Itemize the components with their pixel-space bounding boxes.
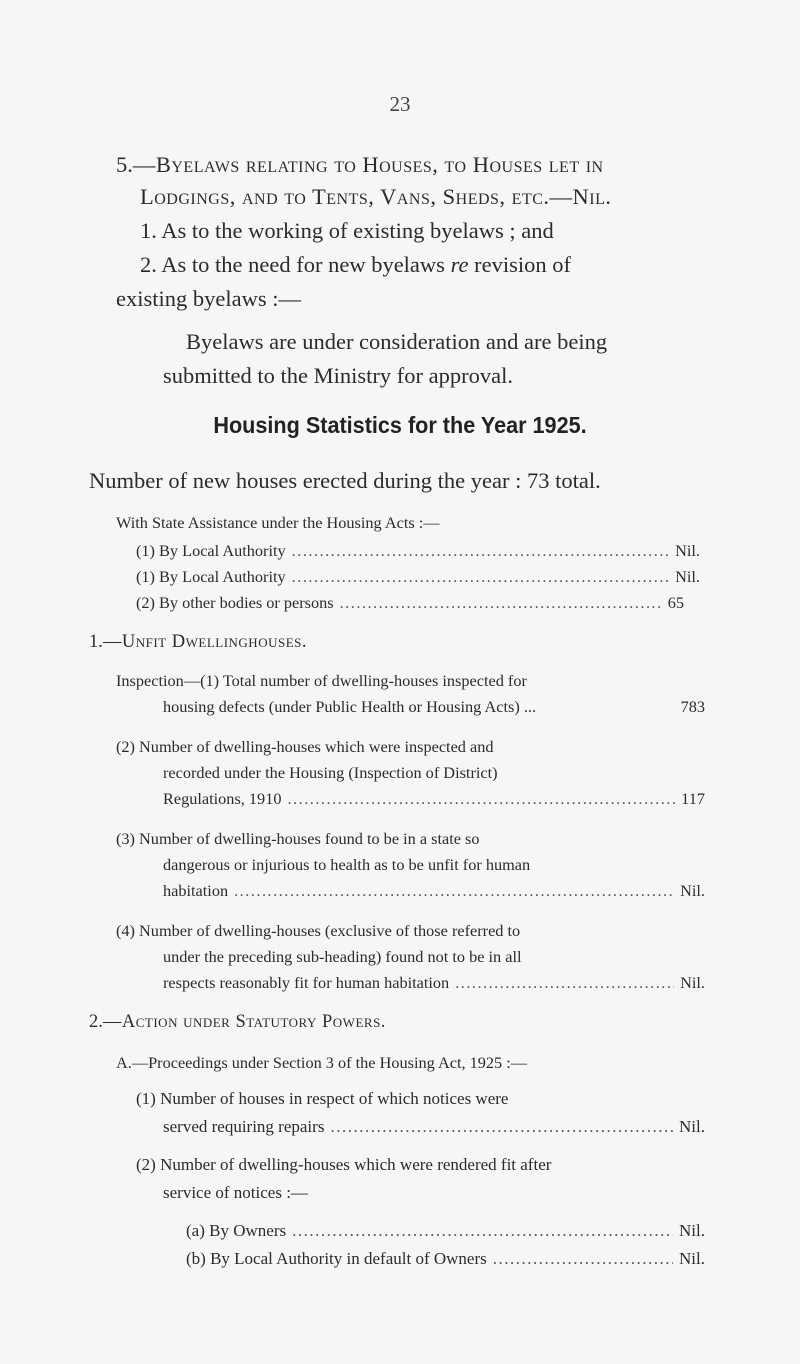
leader-dots [292, 564, 669, 590]
item-2-text: 2. As to the need for new byelaws [140, 252, 445, 277]
unfit-item2-value: 117 [681, 789, 705, 808]
subsection-a: A.—Proceedings under Section 3 of the Housing Act, 1925 :— [116, 1053, 528, 1072]
housing-row-3-value: 65 [667, 593, 684, 612]
inspection-line2-label: housing defects (under Public Health or Housing Acts) ... [163, 697, 537, 716]
unfit-item2-line1: (2) Number of dwelling-houses which were inspected and [116, 737, 494, 756]
housing-row-2 [136, 564, 700, 590]
section-5-para-line1: Byelaws are under consideration and are being [186, 329, 608, 354]
unfit-item3-line1: (3) Number of dwelling-houses found to be in a state so [116, 829, 480, 848]
housing-row-3 [136, 590, 684, 616]
unfit-item4-line3-label: respects reasonably fit for human habitation [163, 973, 450, 992]
inspection-value: 783 [680, 697, 705, 716]
housing-row-1-value: Nil. [675, 541, 700, 560]
action-item1-line1: (1) Number of houses in respect of which notices were [136, 1089, 509, 1108]
unfit-item3-line2: dangerous or injurious to health as to be unfit for human [163, 855, 531, 874]
unfit-title: —Unfit Dwellinghouses. [102, 632, 307, 652]
unfit-number: 1. [89, 632, 103, 652]
inspection-line2 [163, 694, 705, 720]
leader-dots [292, 538, 669, 564]
unfit-item3-value: Nil. [680, 881, 705, 900]
unfit-item4-line3 [163, 970, 705, 996]
action-item2-line2: service of notices :— [163, 1183, 308, 1202]
sub-a-prefix: (a) [186, 1221, 205, 1240]
section-5-title-line1: —Byelaws relating to Houses, to Houses let in [132, 152, 604, 177]
unfit-item4-line1: (4) Number of dwelling-houses (exclusive of those referred to [116, 921, 521, 940]
unfit-item4-value: Nil. [680, 973, 705, 992]
section-5-heading [116, 150, 716, 211]
housing-row-1 [136, 538, 700, 564]
action-sub-b [186, 1246, 705, 1272]
item-2-text-end: revision of [474, 252, 571, 277]
item-2-re: re [450, 252, 469, 277]
sub-b-prefix: (b) [186, 1249, 206, 1268]
leader-dots [330, 1114, 673, 1140]
action-item1-line2-label: served requiring repairs [163, 1117, 325, 1136]
page-number: 23 [389, 92, 411, 116]
housing-statistics-title: Housing Statistics for the Year 1925. [213, 412, 587, 438]
state-assistance-heading: With State Assistance under the Housing Acts :— [116, 513, 440, 532]
action-title: —Action under Statutory Powers. [102, 1012, 386, 1032]
leader-dots [455, 970, 674, 996]
section-5-item-1: 1. As to the working of existing byelaws ; and [140, 218, 554, 243]
action-item2-line1: (2) Number of dwelling-houses which were rendered fit after [136, 1155, 552, 1174]
action-number: 2. [89, 1012, 103, 1032]
section-5-para-line2: submitted to the Ministry for approval. [163, 363, 513, 388]
unfit-item2-line3 [163, 786, 705, 812]
unfit-item3-line3 [163, 878, 705, 904]
action-sub-a-label [186, 1218, 286, 1244]
unfit-item3-line3-label: habitation [163, 881, 229, 900]
section-5-item-2-line2: existing byelaws :— [116, 286, 301, 311]
leader-dots [287, 786, 675, 812]
unfit-heading [89, 632, 307, 653]
unfit-item4-line2: under the preceding sub-heading) found not to be in all [163, 947, 522, 966]
leader-dots [340, 590, 662, 616]
inspection-line1: Inspection—(1) Total number of dwelling-houses inspected for [116, 671, 527, 690]
action-sub-a-value: Nil. [679, 1221, 705, 1240]
housing-row-1-label: (1) By Local Authority [136, 541, 286, 560]
leader-dots [234, 878, 674, 904]
section-5-number: 5. [116, 152, 133, 177]
section-5-item-2-line1 [140, 250, 571, 279]
new-houses-total: Number of new houses erected during the year : 73 total. [89, 468, 601, 493]
unfit-item2-line3-label: Regulations, 1910 [163, 789, 282, 808]
action-sub-b-value: Nil. [679, 1249, 705, 1268]
housing-row-2-value: Nil. [675, 567, 700, 586]
action-heading [89, 1012, 386, 1033]
unfit-item2-line2: recorded under the Housing (Inspection of District) [163, 763, 498, 782]
leader-dots [493, 1246, 673, 1272]
sub-a-text: By Owners [209, 1221, 287, 1240]
action-sub-a [186, 1218, 705, 1244]
sub-b-text: By Local Authority in default of Owners [210, 1249, 487, 1268]
leader-dots [292, 1218, 673, 1244]
action-item1-line2 [163, 1114, 705, 1140]
housing-row-2-label: (1) By Local Authority [136, 567, 286, 586]
housing-row-3-label: (2) By other bodies or persons [136, 593, 334, 612]
action-sub-b-label [186, 1246, 487, 1272]
action-item1-value: Nil. [679, 1117, 705, 1136]
section-5-title-line2: Lodgings, and to Tents, Vans, Sheds, etc.—Nil. [140, 184, 612, 209]
